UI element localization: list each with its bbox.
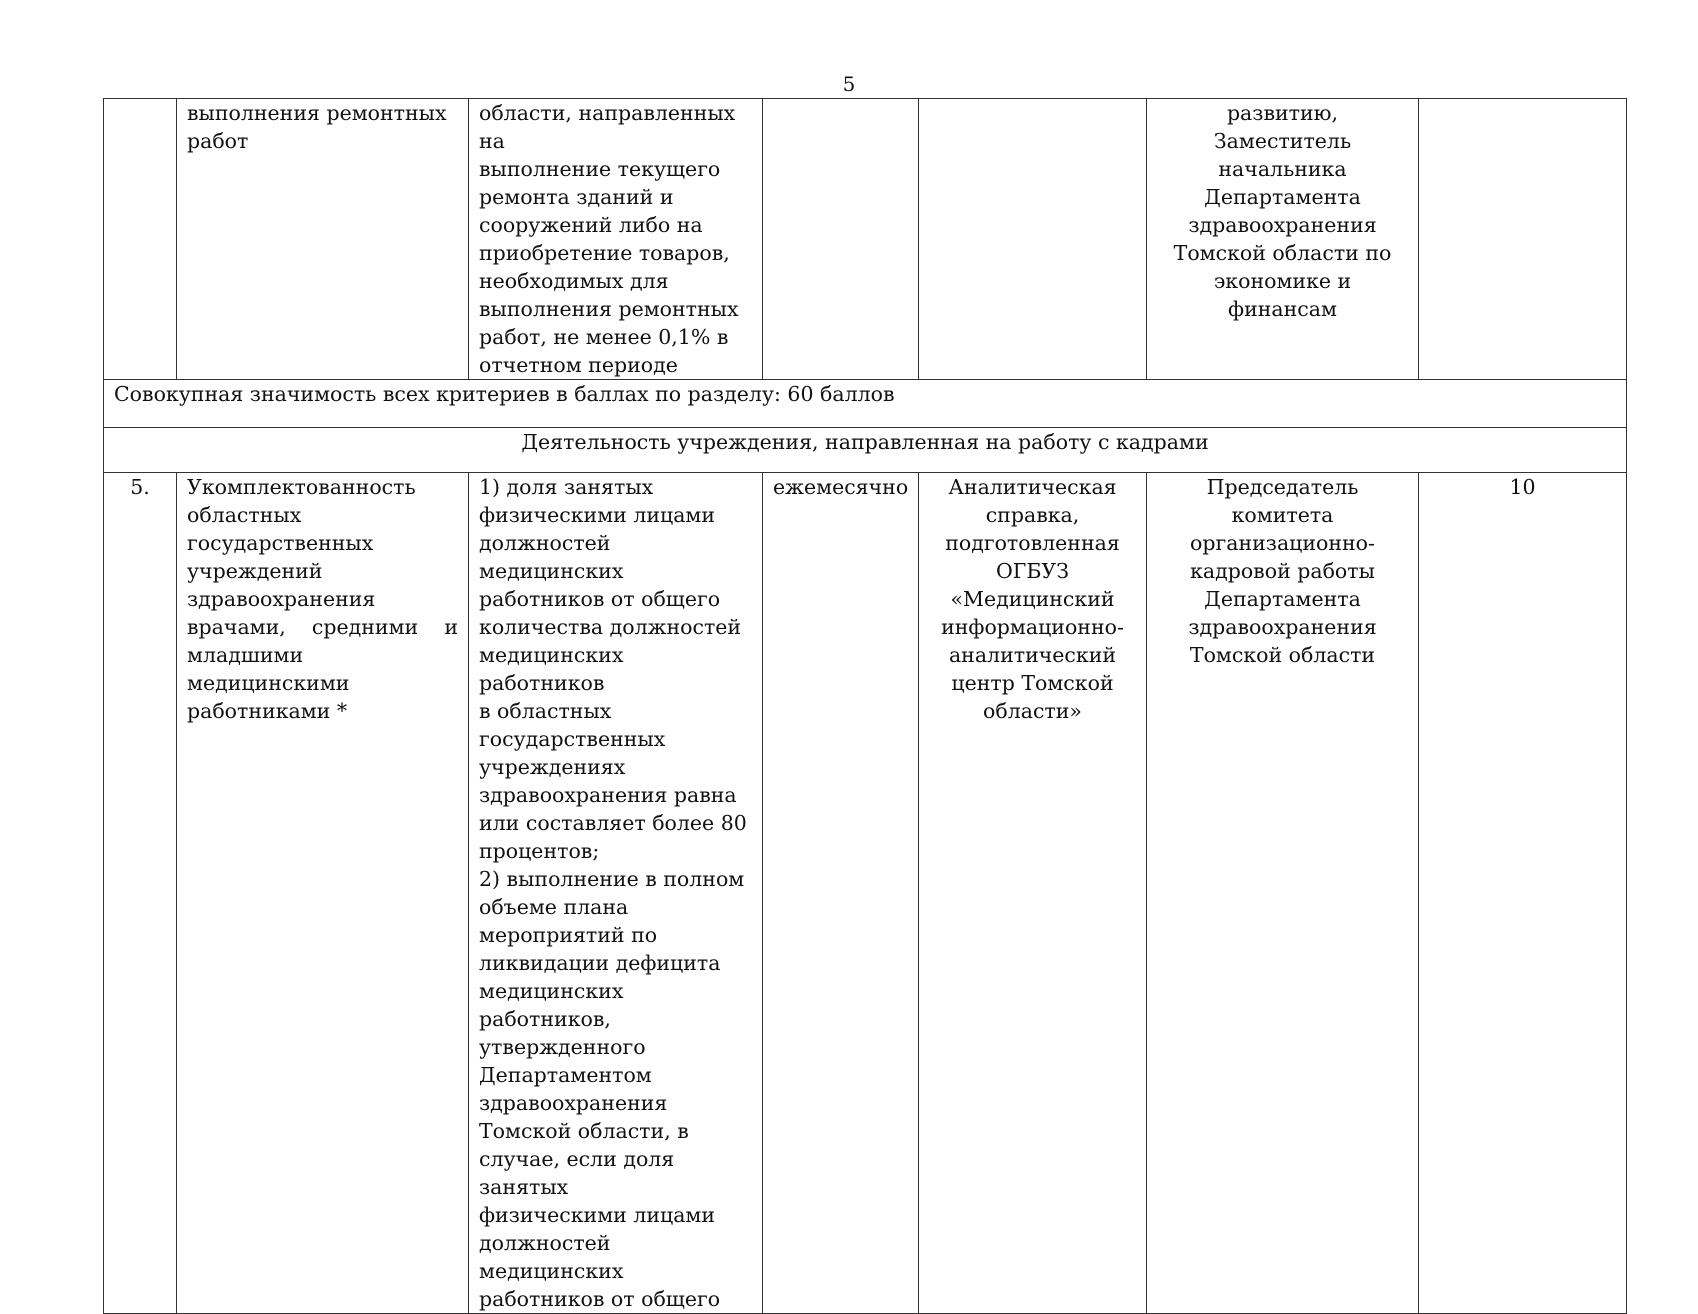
cell-indicator: 1) доля занятых физическими лицами должностей медицинских работников от общего количества должностей медицинских работников в областных государственных учреждениях здравоохранения равна или составляет более 80 процентов; 2) выполнение в полном объеме плана мероприятий по ликвидации дефицита медицинских работников, утвержденного Департаментом здравоохранения Томской области, в случае, если доля занятых физическими лицами должностей медицинских работников от общего bbox=[469, 473, 763, 1314]
cell-responsible: развитию, Заместитель начальника Департамента здравоохранения Томской области по экономике и финансам bbox=[1147, 99, 1419, 380]
table-row-summary bbox=[104, 380, 1627, 428]
cell-points: 10 bbox=[1419, 473, 1627, 1314]
cell-criterion: Укомплектованность областных государственных учреждений здравоохранения врачами, средними и младшими медицинскими работниками * bbox=[177, 473, 469, 1314]
cell-frequency: ежемесячно bbox=[763, 473, 919, 1314]
table-row-section bbox=[104, 428, 1627, 473]
cell-indicator: области, направленных на выполнение текущего ремонта зданий и сооружений либо на приобретение товаров, необходимых для выполнения ремонтных работ, не менее 0,1% в отчетном периоде bbox=[469, 99, 763, 380]
section-title: Деятельность учреждения, направленная на работу с кадрами bbox=[104, 428, 1627, 473]
cell-number bbox=[104, 99, 177, 380]
cell-source: Аналитическая справка, подготовленная ОГБУЗ «Медицинский информационно- аналитический центр Томской области» bbox=[919, 473, 1147, 1314]
section-summary: Совокупная значимость всех критериев в баллах по разделу: 60 баллов bbox=[104, 380, 1627, 428]
cell-criterion: выполнения ремонтных работ bbox=[177, 99, 469, 380]
cell-number: 5. bbox=[104, 473, 177, 1314]
cell-source bbox=[919, 99, 1147, 380]
table-row-continued bbox=[104, 99, 1627, 380]
table-row-5 bbox=[104, 473, 1627, 1314]
page-number: 5 bbox=[842, 72, 856, 96]
cell-points bbox=[1419, 99, 1627, 380]
cell-frequency bbox=[763, 99, 919, 380]
cell-responsible: Председатель комитета организационно- кадровой работы Департамента здравоохранения Томской области bbox=[1147, 473, 1419, 1314]
criteria-table bbox=[103, 98, 1627, 1314]
